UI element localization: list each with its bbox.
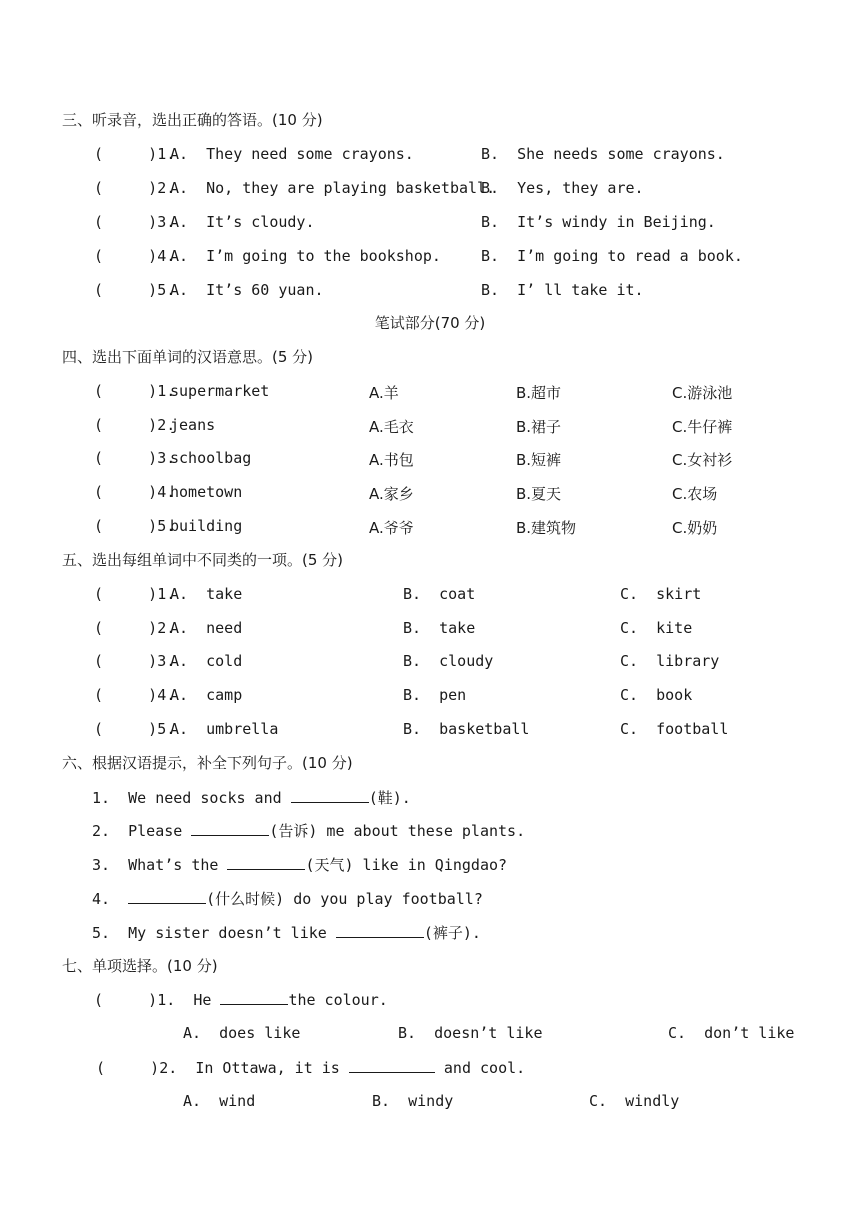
- option-a: A. cold: [170, 652, 243, 670]
- sentence-text: 3. What’s the: [92, 856, 228, 874]
- option-b: B. cloudy: [403, 652, 494, 670]
- question-text: ( )2. In Ottawa, it is: [96, 1059, 349, 1077]
- option-a: A. need: [170, 619, 243, 637]
- option-c: C.女衬衫: [672, 451, 733, 469]
- option-c: C. football: [620, 720, 729, 738]
- option-a: A.爷爷: [369, 519, 414, 537]
- option-a: A.家乡: [369, 485, 414, 503]
- option-a: A. take: [170, 585, 243, 603]
- option-b: B.建筑物: [516, 519, 577, 537]
- written-part-title: 笔试部分(70 分): [374, 314, 486, 332]
- answer-bracket: ( )4.: [94, 686, 176, 704]
- option-b: B. take: [403, 619, 476, 637]
- option-b: B. pen: [403, 686, 467, 704]
- answer-blank[interactable]: [336, 923, 424, 938]
- option-b: B.短裤: [516, 451, 562, 469]
- sentence-text: 1. We need socks and: [92, 789, 291, 807]
- option-c: C.游泳池: [672, 384, 733, 402]
- option-a: A.毛衣: [369, 418, 414, 436]
- option-c: C. skirt: [620, 585, 702, 603]
- answer-blank[interactable]: [128, 889, 206, 904]
- sentence-text: (天气) like in Qingdao?: [305, 856, 508, 874]
- option-b: B. doesn’t like: [398, 1024, 543, 1042]
- mc-question: [96, 1058, 525, 1078]
- answer-bracket: ( )3.: [94, 213, 176, 231]
- section-4-heading: 四、选出下面单词的汉语意思。(5 分): [62, 348, 314, 366]
- word: building: [170, 517, 243, 535]
- option-a: A. It’s cloudy.: [170, 213, 315, 231]
- option-b: B. basketball: [403, 720, 530, 738]
- section-3-heading: 三、听录音，选出正确的答语。(10 分): [62, 111, 323, 129]
- option-c: C.奶奶: [672, 519, 718, 537]
- section-6-heading: 六、根据汉语提示，补全下列句子。(10 分): [62, 754, 353, 772]
- fill-in-sentence: [92, 889, 483, 909]
- answer-bracket: ( )4.: [94, 483, 176, 501]
- option-c: C. book: [620, 686, 693, 704]
- question-text: the colour.: [288, 991, 388, 1009]
- option-a: A. camp: [170, 686, 243, 704]
- sentence-text: 2. Please: [92, 822, 192, 840]
- sentence-text: (裤子).: [423, 924, 481, 942]
- answer-blank[interactable]: [349, 1058, 435, 1073]
- answer-bracket: ( )1.: [94, 585, 176, 603]
- option-b: B. coat: [403, 585, 476, 603]
- option-c: C. windly: [589, 1092, 680, 1110]
- option-a: A. umbrella: [170, 720, 279, 738]
- answer-bracket: ( )1.: [94, 382, 176, 400]
- fill-in-sentence: [92, 923, 481, 943]
- word: schoolbag: [170, 449, 252, 467]
- option-b: B. I’m going to read a book.: [481, 247, 743, 265]
- sentence-text: 5. My sister doesn’t like: [92, 924, 336, 942]
- option-c: C. library: [620, 652, 720, 670]
- answer-bracket: ( )1.: [94, 145, 176, 163]
- option-c: C.牛仔裤: [672, 418, 733, 436]
- option-b: B.夏天: [516, 485, 562, 503]
- sentence-text: 4.: [92, 890, 129, 908]
- answer-blank[interactable]: [220, 990, 288, 1005]
- option-b: B. windy: [372, 1092, 454, 1110]
- word: hometown: [170, 483, 243, 501]
- option-a: A. does like: [183, 1024, 301, 1042]
- option-a: A. wind: [183, 1092, 256, 1110]
- answer-bracket: ( )2.: [94, 619, 176, 637]
- fill-in-sentence: [92, 855, 507, 875]
- answer-bracket: ( )2.: [94, 416, 176, 434]
- section-7-heading: 七、单项选择。(10 分): [62, 957, 218, 975]
- mc-question: [94, 990, 388, 1010]
- fill-in-sentence: [92, 788, 411, 808]
- word: jeans: [170, 416, 216, 434]
- option-a: A. I’m going to the bookshop.: [170, 247, 441, 265]
- option-b: B.裙子: [516, 418, 562, 436]
- answer-blank[interactable]: [191, 821, 269, 836]
- option-a: A. They need some crayons.: [170, 145, 414, 163]
- option-c: C.农场: [672, 485, 718, 503]
- option-a: A. No, they are playing basketball.: [170, 179, 496, 197]
- sentence-text: (鞋).: [368, 789, 411, 807]
- answer-bracket: ( )4.: [94, 247, 176, 265]
- option-b: B. It’s windy in Beijing.: [481, 213, 716, 231]
- option-b: B.超市: [516, 384, 562, 402]
- word: supermarket: [170, 382, 270, 400]
- answer-bracket: ( )3.: [94, 652, 176, 670]
- question-text: ( )1. He: [94, 991, 221, 1009]
- option-c: C. don’t like: [668, 1024, 795, 1042]
- option-a: A. It’s 60 yuan.: [170, 281, 324, 299]
- question-text: and cool.: [434, 1059, 526, 1077]
- sentence-text: (什么时候) do you play football?: [206, 890, 483, 908]
- option-a: A.书包: [369, 451, 414, 469]
- answer-bracket: ( )3.: [94, 449, 176, 467]
- option-b: B. Yes, they are.: [481, 179, 644, 197]
- section-5-heading: 五、选出每组单词中不同类的一项。(5 分): [62, 551, 344, 569]
- fill-in-sentence: [92, 821, 525, 841]
- option-a: A.羊: [369, 384, 399, 402]
- option-b: B. She needs some crayons.: [481, 145, 725, 163]
- answer-bracket: ( )2.: [94, 179, 176, 197]
- answer-blank[interactable]: [227, 855, 305, 870]
- option-b: B. I’ ll take it.: [481, 281, 644, 299]
- answer-bracket: ( )5.: [94, 720, 176, 738]
- option-c: C. kite: [620, 619, 693, 637]
- answer-bracket: ( )5.: [94, 517, 176, 535]
- answer-blank[interactable]: [291, 788, 369, 803]
- sentence-text: (告诉) me about these plants.: [269, 822, 526, 840]
- answer-bracket: ( )5.: [94, 281, 176, 299]
